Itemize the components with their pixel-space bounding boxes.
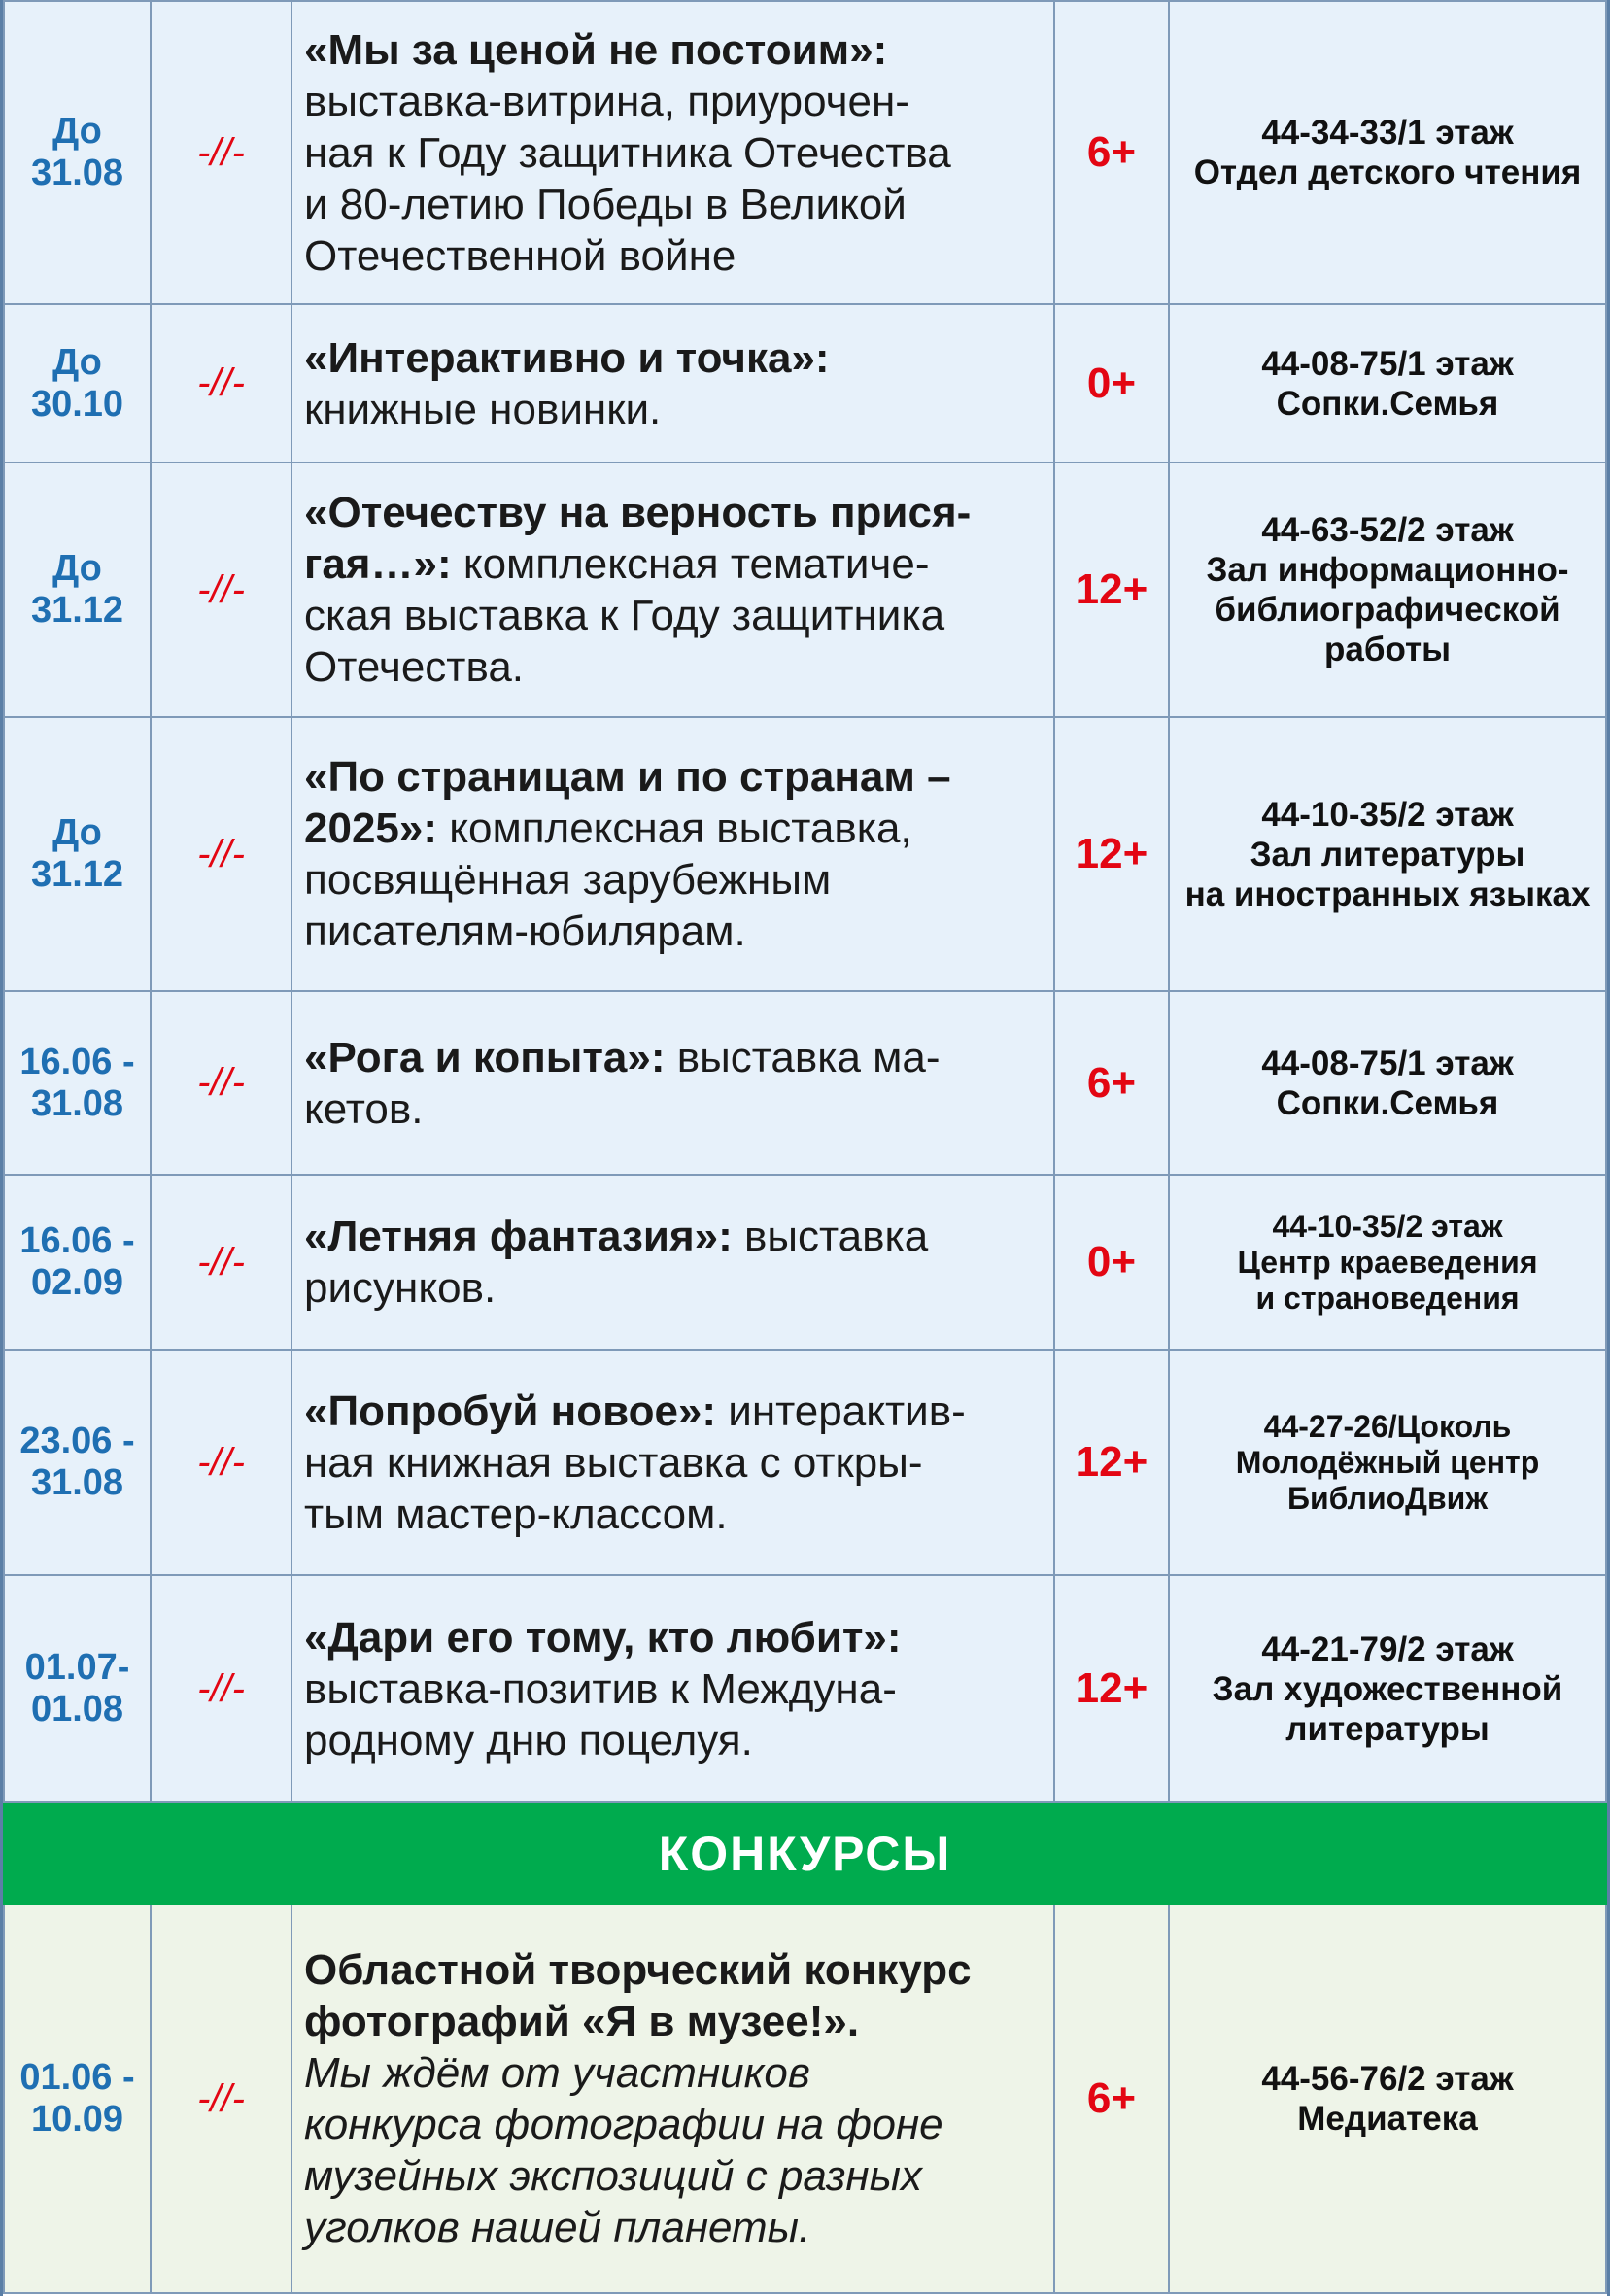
event-description [291, 1175, 1054, 1350]
event-title: «Интерактивно и точка»: [304, 333, 830, 382]
date-line: До [52, 111, 102, 152]
desc-line: родному дню поцелуя. [304, 1716, 753, 1765]
contest-title-line: фотографий «Я в музее!». [304, 1998, 860, 2045]
location-room: Отдел детского чтения [1193, 154, 1582, 191]
event-location [1169, 717, 1606, 991]
desc-inline: комплексная тематиче- [451, 540, 930, 588]
event-title: «Дари его тому, кто любит»: [304, 1613, 902, 1662]
date-line: 01.06 - [19, 2057, 135, 2098]
contest-row [4, 1904, 1606, 2293]
event-row [4, 1, 1606, 304]
event-date [4, 717, 151, 991]
location-phone-floor: 44-10-35/2 этаж [1272, 1208, 1503, 1244]
location-phone-floor: 44-08-75/1 этаж [1261, 1044, 1514, 1082]
date-line: 31.12 [30, 590, 124, 631]
date-line: До [52, 548, 102, 589]
event-date [4, 1575, 151, 1802]
location-room: БиблиоДвиж [1286, 1480, 1488, 1516]
desc-line: ная к Году защитника Отечества [304, 128, 951, 177]
event-description [291, 717, 1054, 991]
location-phone-floor: 44-27-26/Цоколь [1263, 1408, 1512, 1444]
event-location [1169, 304, 1606, 463]
desc-inline: выставка [732, 1213, 929, 1260]
age-rating: 6+ [1054, 1, 1169, 304]
date-line: 31.08 [30, 1462, 124, 1503]
contest-date [4, 1904, 151, 2293]
age-rating: 12+ [1054, 463, 1169, 717]
desc-line [304, 538, 1042, 590]
date-line: 16.06 - [19, 1041, 135, 1082]
desc-line: книжные новинки. [304, 385, 662, 433]
ditto-mark: -//- [151, 1904, 291, 2293]
location-room: работы [1323, 631, 1451, 668]
contest-note-line: Мы ждём от участников [304, 2049, 810, 2097]
date-line: 16.06 - [19, 1220, 135, 1261]
desc-line: ная книжная выставка с откры- [304, 1438, 923, 1487]
location-room: Зал информационно- [1206, 551, 1569, 589]
age-rating: 0+ [1054, 1175, 1169, 1350]
age-rating: 0+ [1054, 304, 1169, 463]
age-rating: 12+ [1054, 1350, 1169, 1575]
event-description [291, 991, 1054, 1175]
location-room: библиографической [1215, 591, 1560, 629]
ditto-mark: -//- [151, 717, 291, 991]
event-location [1169, 1, 1606, 304]
event-description [291, 1, 1054, 304]
desc-inline: комплексная выставка, [437, 805, 912, 852]
desc-inline: интерактив- [716, 1387, 966, 1435]
location-room: Сопки.Семья [1276, 1083, 1499, 1122]
event-location [1169, 463, 1606, 717]
event-date [4, 1350, 151, 1575]
event-description [291, 1575, 1054, 1802]
date-line: 23.06 - [19, 1421, 135, 1461]
event-description [291, 304, 1054, 463]
date-line: 01.07- [24, 1647, 130, 1688]
ditto-mark: -//- [151, 1, 291, 304]
desc-line [304, 803, 1042, 854]
event-date [4, 1, 151, 304]
desc-inline: выставка ма- [665, 1033, 941, 1081]
location-phone-floor: 44-34-33/1 этаж [1261, 114, 1514, 152]
event-row [4, 1175, 1606, 1350]
event-row [4, 991, 1606, 1175]
age-rating: 6+ [1054, 1904, 1169, 2293]
event-location [1169, 1575, 1606, 1802]
date-line: 31.08 [30, 1082, 124, 1124]
contest-note-line: конкурса фотографии на фоне [304, 2101, 943, 2148]
location-room: Зал художественной [1212, 1669, 1563, 1708]
ditto-mark: -//- [151, 1175, 291, 1350]
location-room: Сопки.Семья [1276, 384, 1499, 423]
event-row [4, 1350, 1606, 1575]
desc-line: и 80-летию Победы в Великой [304, 180, 907, 228]
section-header-row [4, 1802, 1606, 1904]
event-date [4, 1175, 151, 1350]
event-row [4, 717, 1606, 991]
event-description [291, 463, 1054, 717]
age-rating: 6+ [1054, 991, 1169, 1175]
ditto-mark: -//- [151, 1575, 291, 1802]
contest-note-line: музейных экспозиций с разных [304, 2152, 922, 2200]
event-row [4, 463, 1606, 717]
events-table [3, 0, 1607, 2294]
location-room: и страноведения [1255, 1280, 1520, 1316]
event-title: «Мы за ценой не постоим»: [304, 25, 888, 74]
date-line: До [52, 341, 102, 383]
event-row [4, 304, 1606, 463]
event-date [4, 463, 151, 717]
location-room: Молодёжный центр [1235, 1444, 1540, 1480]
desc-line: выставка-витрина, приурочен- [304, 77, 909, 125]
event-date [4, 304, 151, 463]
ditto-mark: -//- [151, 1350, 291, 1575]
ditto-mark: -//- [151, 463, 291, 717]
location-phone-floor: 44-08-75/1 этаж [1261, 344, 1514, 383]
event-location [1169, 991, 1606, 1175]
desc-line: посвящённая зарубежным [304, 856, 832, 904]
location-room: Зал литературы [1250, 835, 1525, 874]
date-line: 30.10 [30, 383, 124, 425]
location-phone-floor: 44-63-52/2 этаж [1261, 511, 1514, 549]
date-line: 01.08 [30, 1689, 124, 1730]
desc-line: Отечества. [304, 643, 525, 691]
desc-line: рисунков. [304, 1264, 497, 1312]
desc-line: ская выставка к Году защитника [304, 592, 945, 639]
desc-line [304, 1211, 1042, 1262]
date-line: 10.09 [30, 2099, 124, 2140]
location-phone-floor: 44-21-79/2 этаж [1261, 1629, 1514, 1668]
age-rating: 12+ [1054, 717, 1169, 991]
desc-line: Отечественной войне [304, 231, 736, 280]
date-line: 31.12 [30, 854, 124, 895]
date-line: 31.08 [30, 153, 124, 193]
event-title: «По страницам и по странам – [304, 753, 951, 801]
ditto-mark: -//- [151, 991, 291, 1175]
date-line: 02.09 [30, 1262, 124, 1303]
date-line: До [52, 812, 102, 853]
desc-line [304, 1032, 1042, 1083]
event-date [4, 991, 151, 1175]
event-location [1169, 1350, 1606, 1575]
contest-location [1169, 1904, 1606, 2293]
desc-line [304, 1386, 1042, 1437]
event-title: «Попробуй новое»: [304, 1387, 717, 1435]
event-location [1169, 1175, 1606, 1350]
location-room: на иностранных языках [1184, 874, 1591, 913]
location-phone-floor: 44-10-35/2 этаж [1261, 795, 1514, 834]
event-title: «Летняя фантазия»: [304, 1213, 733, 1260]
contest-note-line: уголков нашей планеты. [304, 2204, 811, 2251]
section-title: КОНКУРСЫ [4, 1802, 1606, 1904]
location-room: Центр краеведения [1237, 1244, 1538, 1280]
desc-line: тым мастер-классом. [304, 1490, 728, 1538]
event-title-cont: гая…»: [304, 540, 452, 588]
event-title: «Рога и копыта»: [304, 1033, 666, 1081]
contest-title-line: Областной творческий конкурс [304, 1946, 972, 1994]
event-row [4, 1575, 1606, 1802]
desc-line: выставка-позитив к Междуна- [304, 1664, 897, 1713]
desc-line: писателям-юбилярам. [304, 908, 746, 955]
event-title-cont: 2025»: [304, 805, 438, 852]
age-rating: 12+ [1054, 1575, 1169, 1802]
location-room: Медиатека [1297, 2100, 1478, 2138]
event-title: «Отечеству на верность прися- [304, 489, 972, 536]
contest-description [291, 1904, 1054, 2293]
ditto-mark: -//- [151, 304, 291, 463]
location-room: литературы [1285, 1709, 1490, 1748]
location-phone-floor: 44-56-76/2 этаж [1261, 2060, 1514, 2098]
event-description [291, 1350, 1054, 1575]
desc-line: кетов. [304, 1084, 424, 1133]
